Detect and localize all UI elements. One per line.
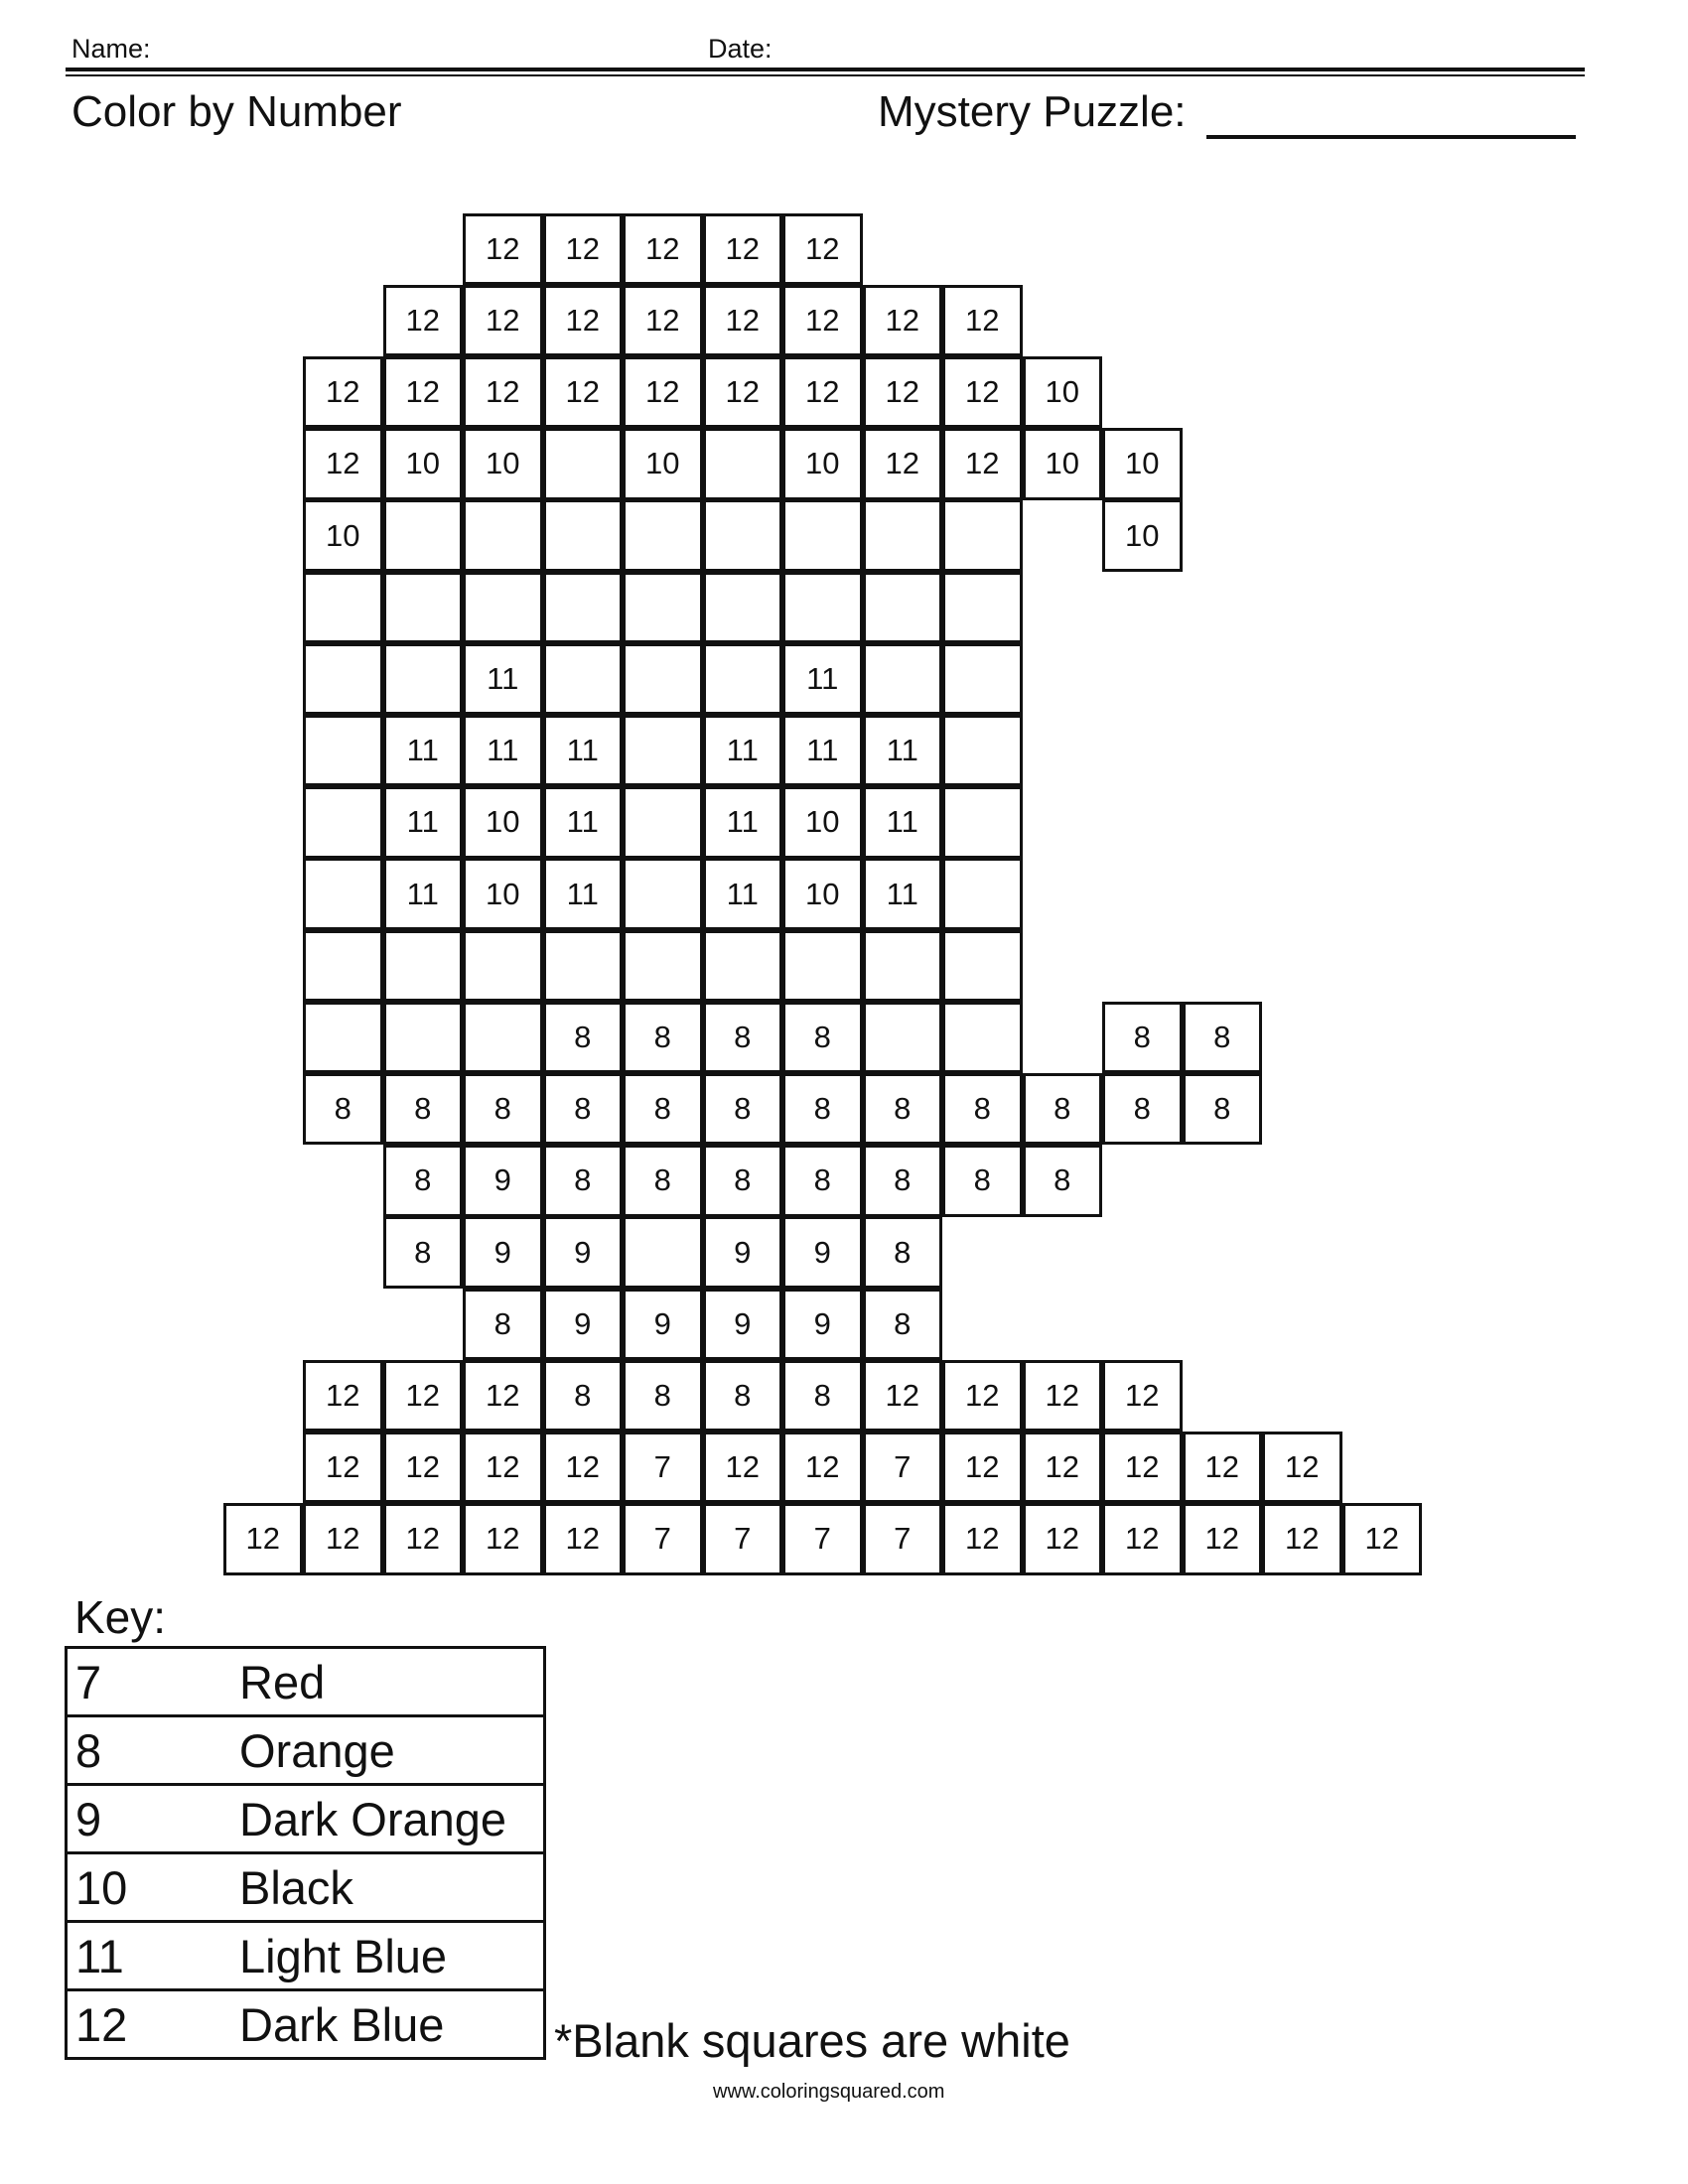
- grid-cell: [303, 643, 383, 716]
- grid-cell: 9: [623, 1289, 703, 1361]
- grid-cell: [623, 930, 703, 1003]
- key-label: Key:: [74, 1591, 167, 1643]
- grid-cell: [623, 715, 703, 787]
- grid-cell: 10: [463, 428, 543, 500]
- grid-cell: [623, 786, 703, 859]
- grid-cell: 8: [463, 1073, 543, 1146]
- grid-cell: 8: [383, 1145, 464, 1217]
- grid-cell: [383, 499, 464, 572]
- grid-cell: [543, 643, 624, 716]
- grid-cell: 12: [1183, 1432, 1263, 1504]
- grid-cell: 11: [543, 858, 624, 930]
- grid-cell: 12: [863, 1360, 943, 1433]
- grid-cell: [543, 428, 624, 500]
- grid-cell: 12: [383, 1503, 464, 1575]
- grid-cell: 12: [942, 356, 1023, 429]
- grid-cell: [942, 715, 1023, 787]
- grid-cell: [703, 930, 783, 1003]
- grid-cell: 8: [463, 1289, 543, 1361]
- grid-cell: 12: [1183, 1503, 1263, 1575]
- grid-cell: 12: [703, 1432, 783, 1504]
- grid-cell: 7: [863, 1503, 943, 1575]
- key-number: 9: [67, 1785, 240, 1853]
- grid-cell: 10: [463, 858, 543, 930]
- grid-cell: [303, 786, 383, 859]
- key-color: Orange: [239, 1716, 545, 1785]
- grid-cell: 8: [623, 1073, 703, 1146]
- grid-cell: 12: [543, 356, 624, 429]
- grid-cell: 12: [303, 1432, 383, 1504]
- grid-cell: 9: [463, 1145, 543, 1217]
- grid-cell: 12: [942, 428, 1023, 500]
- grid-cell: 12: [463, 1360, 543, 1433]
- grid-cell: 12: [1262, 1432, 1342, 1504]
- grid-cell: 8: [703, 1145, 783, 1217]
- grid-cell: 11: [863, 786, 943, 859]
- blank-squares-note: *Blank squares are white: [554, 2014, 1070, 2067]
- grid-cell: [782, 499, 863, 572]
- grid-cell: 8: [782, 1360, 863, 1433]
- grid-cell: 10: [782, 858, 863, 930]
- grid-cell: 12: [383, 1432, 464, 1504]
- grid-cell: 12: [782, 1432, 863, 1504]
- grid-cell: 12: [1342, 1503, 1423, 1575]
- mystery-puzzle-label: Mystery Puzzle:: [878, 87, 1187, 136]
- grid-cell: [383, 930, 464, 1003]
- grid-cell: 8: [863, 1216, 943, 1289]
- grid-cell: 8: [703, 1360, 783, 1433]
- grid-cell: 11: [543, 786, 624, 859]
- grid-cell: 8: [782, 1145, 863, 1217]
- grid-cell: 10: [303, 499, 383, 572]
- grid-cell: 11: [863, 715, 943, 787]
- grid-cell: 8: [383, 1216, 464, 1289]
- date-label: Date:: [708, 34, 773, 64]
- key-number: 8: [67, 1716, 240, 1785]
- grid-cell: 8: [623, 1002, 703, 1074]
- grid-cell: 12: [1262, 1503, 1342, 1575]
- key-color: Black: [239, 1853, 545, 1922]
- grid-cell: 12: [223, 1503, 304, 1575]
- grid-cell: 11: [703, 786, 783, 859]
- key-number: 11: [67, 1922, 240, 1990]
- grid-cell: 12: [303, 1503, 383, 1575]
- grid-cell: [383, 643, 464, 716]
- grid-cell: 9: [543, 1216, 624, 1289]
- grid-cell: [942, 572, 1023, 644]
- grid-cell: 12: [543, 1432, 624, 1504]
- grid-cell: 12: [703, 285, 783, 357]
- grid-cell: 8: [543, 1002, 624, 1074]
- grid-cell: 7: [623, 1432, 703, 1504]
- grid-cell: 12: [463, 1503, 543, 1575]
- grid-cell: 9: [703, 1216, 783, 1289]
- grid-cell: 12: [303, 428, 383, 500]
- grid-cell: 12: [703, 213, 783, 286]
- key-color: Red: [239, 1648, 545, 1716]
- grid-cell: [942, 643, 1023, 716]
- grid-cell: 7: [623, 1503, 703, 1575]
- key-row: [67, 1716, 545, 1785]
- grid-cell: 7: [703, 1503, 783, 1575]
- grid-cell: 12: [383, 356, 464, 429]
- grid-cell: 12: [463, 356, 543, 429]
- grid-cell: [543, 930, 624, 1003]
- grid-cell: 8: [1183, 1002, 1263, 1074]
- key-row: [67, 1922, 545, 1990]
- grid-cell: 8: [1102, 1002, 1183, 1074]
- grid-cell: [942, 786, 1023, 859]
- grid-cell: [782, 930, 863, 1003]
- grid-cell: 8: [782, 1002, 863, 1074]
- grid-cell: 10: [623, 428, 703, 500]
- grid-cell: [703, 572, 783, 644]
- grid-cell: 11: [463, 643, 543, 716]
- grid-cell: 8: [1183, 1073, 1263, 1146]
- key-row: [67, 1853, 545, 1922]
- grid-cell: [463, 1002, 543, 1074]
- grid-cell: 12: [543, 1503, 624, 1575]
- grid-cell: [623, 643, 703, 716]
- grid-cell: [623, 572, 703, 644]
- grid-cell: 11: [703, 858, 783, 930]
- grid-cell: 10: [1023, 428, 1103, 500]
- grid-cell: 10: [1102, 499, 1183, 572]
- grid-cell: [463, 499, 543, 572]
- grid-cell: 8: [1023, 1145, 1103, 1217]
- grid-cell: 8: [543, 1360, 624, 1433]
- grid-cell: 11: [383, 858, 464, 930]
- grid-cell: [303, 572, 383, 644]
- grid-cell: 9: [703, 1289, 783, 1361]
- grid-cell: 10: [782, 786, 863, 859]
- grid-cell: 12: [383, 285, 464, 357]
- grid-cell: 12: [1102, 1503, 1183, 1575]
- grid-cell: 8: [543, 1145, 624, 1217]
- key-row: [67, 1648, 545, 1716]
- key-number: 10: [67, 1853, 240, 1922]
- grid-cell: [703, 643, 783, 716]
- grid-cell: 12: [303, 356, 383, 429]
- key-color: Light Blue: [239, 1922, 545, 1990]
- grid-cell: 12: [782, 285, 863, 357]
- grid-cell: 12: [383, 1360, 464, 1433]
- grid-cell: [942, 499, 1023, 572]
- grid-cell: [942, 1002, 1023, 1074]
- key-number: 12: [67, 1990, 240, 2059]
- grid-cell: 12: [863, 428, 943, 500]
- grid-cell: 12: [942, 1503, 1023, 1575]
- grid-cell: [463, 930, 543, 1003]
- grid-cell: 8: [942, 1145, 1023, 1217]
- grid-cell: 8: [942, 1073, 1023, 1146]
- grid-cell: 9: [463, 1216, 543, 1289]
- grid-cell: 12: [1102, 1360, 1183, 1433]
- grid-cell: 12: [942, 285, 1023, 357]
- grid-cell: [623, 858, 703, 930]
- key-number: 7: [67, 1648, 240, 1716]
- grid-cell: 11: [782, 715, 863, 787]
- grid-cell: 12: [1102, 1432, 1183, 1504]
- grid-cell: 12: [623, 213, 703, 286]
- grid-cell: [623, 1216, 703, 1289]
- grid-cell: [303, 715, 383, 787]
- grid-cell: 8: [782, 1073, 863, 1146]
- grid-cell: [383, 1002, 464, 1074]
- grid-cell: [863, 1002, 943, 1074]
- grid-cell: [463, 572, 543, 644]
- grid-cell: 8: [383, 1073, 464, 1146]
- grid-cell: [383, 572, 464, 644]
- key-row: [67, 1785, 545, 1853]
- grid-cell: 8: [863, 1289, 943, 1361]
- grid-cell: 12: [303, 1360, 383, 1433]
- grid-cell: [942, 930, 1023, 1003]
- grid-cell: 8: [1102, 1073, 1183, 1146]
- grid-cell: 12: [543, 213, 624, 286]
- grid-cell: 11: [463, 715, 543, 787]
- grid-cell: [863, 930, 943, 1003]
- grid-cell: 12: [623, 285, 703, 357]
- grid-cell: 8: [623, 1145, 703, 1217]
- grid-cell: 7: [863, 1432, 943, 1504]
- grid-cell: 11: [383, 715, 464, 787]
- grid-cell: 12: [782, 356, 863, 429]
- grid-cell: 12: [543, 285, 624, 357]
- grid-cell: [863, 643, 943, 716]
- color-key-table: [65, 1646, 546, 2060]
- grid-cell: [543, 572, 624, 644]
- grid-cell: 12: [863, 356, 943, 429]
- page-title: Color by Number: [71, 87, 402, 136]
- grid-cell: 8: [623, 1360, 703, 1433]
- grid-cell: [623, 499, 703, 572]
- grid-cell: 11: [782, 643, 863, 716]
- grid-cell: 10: [1023, 356, 1103, 429]
- grid-cell: 12: [942, 1360, 1023, 1433]
- grid-cell: 12: [782, 213, 863, 286]
- grid-cell: 11: [863, 858, 943, 930]
- grid-cell: 12: [463, 285, 543, 357]
- grid-cell: 9: [782, 1289, 863, 1361]
- grid-cell: 12: [863, 285, 943, 357]
- grid-cell: [703, 499, 783, 572]
- grid-cell: [303, 858, 383, 930]
- key-color: Dark Orange: [239, 1785, 545, 1853]
- grid-cell: 8: [1023, 1073, 1103, 1146]
- key-color: Dark Blue: [239, 1990, 545, 2059]
- grid-cell: 8: [863, 1073, 943, 1146]
- grid-cell: 12: [1023, 1432, 1103, 1504]
- grid-cell: 8: [703, 1002, 783, 1074]
- grid-cell: 11: [543, 715, 624, 787]
- grid-cell: 9: [782, 1216, 863, 1289]
- grid-cell: 11: [383, 786, 464, 859]
- grid-cell: 12: [1023, 1360, 1103, 1433]
- grid-cell: [303, 1002, 383, 1074]
- key-row: [67, 1990, 545, 2059]
- grid-cell: 12: [703, 356, 783, 429]
- grid-cell: [303, 930, 383, 1003]
- grid-cell: 10: [1102, 428, 1183, 500]
- grid-cell: 10: [463, 786, 543, 859]
- grid-cell: 8: [863, 1145, 943, 1217]
- grid-cell: [863, 499, 943, 572]
- grid-cell: 11: [703, 715, 783, 787]
- grid-cell: [942, 858, 1023, 930]
- grid-cell: 7: [782, 1503, 863, 1575]
- grid-cell: 12: [463, 1432, 543, 1504]
- grid-cell: 12: [463, 213, 543, 286]
- footer-url: www.coloringsquared.com: [713, 2081, 945, 2103]
- grid-cell: 12: [623, 356, 703, 429]
- grid-cell: 8: [543, 1073, 624, 1146]
- grid-cell: [782, 572, 863, 644]
- grid-cell: 10: [782, 428, 863, 500]
- grid-cell: 12: [942, 1432, 1023, 1504]
- grid-cell: 9: [543, 1289, 624, 1361]
- grid-cell: [863, 572, 943, 644]
- grid-cell: 10: [383, 428, 464, 500]
- name-label: Name:: [71, 34, 151, 64]
- grid-cell: 12: [1023, 1503, 1103, 1575]
- grid-cell: [703, 428, 783, 500]
- grid-cell: 8: [303, 1073, 383, 1146]
- grid-cell: 8: [703, 1073, 783, 1146]
- grid-cell: [543, 499, 624, 572]
